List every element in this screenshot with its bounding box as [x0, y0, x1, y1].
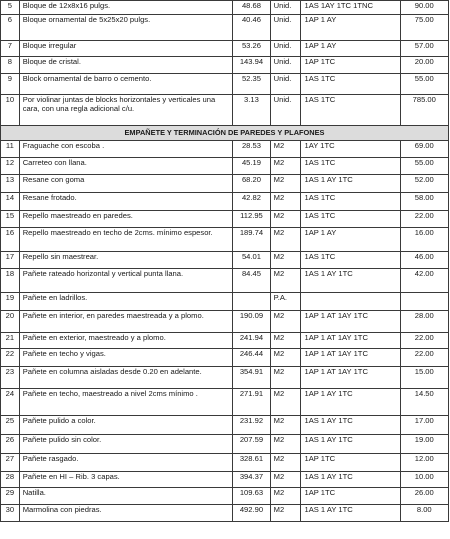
row-mix: 1AS 1TC	[301, 193, 400, 211]
table-row	[1, 252, 449, 269]
table-body-bottom	[1, 141, 449, 522]
row-quantity: 42.82	[233, 193, 270, 211]
row-quantity: 354.91	[233, 367, 270, 389]
table-row	[1, 311, 449, 333]
table-row	[1, 472, 449, 488]
table-row	[1, 211, 449, 228]
table-row	[1, 15, 449, 41]
row-number: 27	[1, 454, 20, 472]
row-unit: M2	[270, 472, 301, 488]
row-unit: M2	[270, 175, 301, 193]
row-quantity: 207.59	[233, 435, 270, 454]
row-description: Bloque ornamental de 5x25x20 pulgs.	[19, 15, 233, 41]
row-price: 10.00	[400, 472, 448, 488]
row-quantity: 271.91	[233, 389, 270, 416]
row-unit: M2	[270, 333, 301, 349]
row-mix: 1AP 1 AT 1AY 1TC	[301, 311, 400, 333]
row-mix: 1AP 1 AY 1TC	[301, 389, 400, 416]
table-row	[1, 95, 449, 126]
row-description: Pañete rateado horizontal y vertical punta llana.	[19, 269, 233, 293]
row-quantity: 492.90	[233, 505, 270, 522]
row-unit: Unid.	[270, 74, 301, 95]
row-unit: M2	[270, 349, 301, 367]
section-header	[1, 126, 449, 141]
row-mix: 1AS 1AY 1TC 1TNC	[301, 1, 400, 15]
row-description: Resane con goma	[19, 175, 233, 193]
table-row	[1, 269, 449, 293]
row-description: Block ornamental de barro o cemento.	[19, 74, 233, 95]
row-price: 58.00	[400, 193, 448, 211]
row-unit: M2	[270, 252, 301, 269]
row-number: 11	[1, 141, 20, 158]
row-number: 15	[1, 211, 20, 228]
row-description: Pañete en HI – Rib. 3 capas.	[19, 472, 233, 488]
row-number: 21	[1, 333, 20, 349]
row-description: Por violinar juntas de blocks horizontales y verticales una cara, con una regla adicional c/u.	[19, 95, 233, 126]
row-mix: 1AP 1 AT 1AY 1TC	[301, 333, 400, 349]
section-title: EMPAÑETE Y TERMINACIÓN DE PAREDES Y PLAFONES	[1, 126, 449, 141]
row-quantity: 3.13	[233, 95, 270, 126]
table-row	[1, 228, 449, 252]
row-number: 22	[1, 349, 20, 367]
row-quantity: 45.19	[233, 158, 270, 175]
row-price	[400, 293, 448, 311]
row-mix: 1AS 1 AY 1TC	[301, 175, 400, 193]
table-row	[1, 57, 449, 74]
row-number: 20	[1, 311, 20, 333]
row-number: 17	[1, 252, 20, 269]
row-unit: M2	[270, 488, 301, 505]
table-row	[1, 389, 449, 416]
row-unit: Unid.	[270, 1, 301, 15]
row-mix: 1AS 1 AY 1TC	[301, 505, 400, 522]
row-description: Bloque irregular	[19, 41, 233, 57]
table-row	[1, 193, 449, 211]
row-number: 5	[1, 1, 20, 15]
row-description: Pañete en techo, maestreado a nivel 2cms mínimo .	[19, 389, 233, 416]
row-number: 18	[1, 269, 20, 293]
row-mix: 1AS 1TC	[301, 252, 400, 269]
row-unit: M2	[270, 158, 301, 175]
row-price: 26.00	[400, 488, 448, 505]
row-price: 22.00	[400, 333, 448, 349]
row-price: 28.00	[400, 311, 448, 333]
row-mix: 1AS 1TC	[301, 211, 400, 228]
row-description: Carreteo con llana.	[19, 158, 233, 175]
row-unit: Unid.	[270, 57, 301, 74]
row-mix: 1AP 1 AY	[301, 15, 400, 41]
row-number: 26	[1, 435, 20, 454]
table-row	[1, 333, 449, 349]
table-row	[1, 1, 449, 15]
table-row	[1, 74, 449, 95]
row-description: Bloque de cristal.	[19, 57, 233, 74]
row-quantity: 190.09	[233, 311, 270, 333]
row-description: Marmolina con piedras.	[19, 505, 233, 522]
row-price: 46.00	[400, 252, 448, 269]
table-row	[1, 488, 449, 505]
row-price: 19.00	[400, 435, 448, 454]
row-mix: 1AS 1 AY 1TC	[301, 472, 400, 488]
row-unit: M2	[270, 367, 301, 389]
row-price: 15.00	[400, 367, 448, 389]
row-price: 20.00	[400, 57, 448, 74]
row-unit: M2	[270, 211, 301, 228]
row-number: 19	[1, 293, 20, 311]
row-mix: 1AS 1 AY 1TC	[301, 416, 400, 435]
row-price: 69.00	[400, 141, 448, 158]
row-unit: Unid.	[270, 95, 301, 126]
row-number: 25	[1, 416, 20, 435]
row-description: Pañete rasgado.	[19, 454, 233, 472]
row-description: Repello maestreado en techo de 2cms. mínimo espesor.	[19, 228, 233, 252]
row-description: Pañete en ladrillos.	[19, 293, 233, 311]
table-row	[1, 435, 449, 454]
row-number: 16	[1, 228, 20, 252]
table-row	[1, 349, 449, 367]
row-price: 52.00	[400, 175, 448, 193]
row-quantity: 84.45	[233, 269, 270, 293]
row-number: 6	[1, 15, 20, 41]
table-row	[1, 454, 449, 472]
row-price: 17.00	[400, 416, 448, 435]
row-description: Pañete en exterior, maestreado y a plomo.	[19, 333, 233, 349]
row-price: 90.00	[400, 1, 448, 15]
row-mix: 1AP 1 AT 1AY 1TC	[301, 349, 400, 367]
row-mix: 1AP 1 AY	[301, 228, 400, 252]
row-number: 9	[1, 74, 20, 95]
row-price: 785.00	[400, 95, 448, 126]
row-mix: 1AS 1TC	[301, 95, 400, 126]
row-number: 10	[1, 95, 20, 126]
row-unit: M2	[270, 228, 301, 252]
row-quantity: 52.35	[233, 74, 270, 95]
row-description: Fraguache con escoba .	[19, 141, 233, 158]
row-unit: M2	[270, 435, 301, 454]
row-price: 55.00	[400, 74, 448, 95]
row-unit: M2	[270, 389, 301, 416]
row-price: 75.00	[400, 15, 448, 41]
row-price: 14.50	[400, 389, 448, 416]
row-mix: 1AS 1TC	[301, 74, 400, 95]
row-unit: M2	[270, 505, 301, 522]
row-unit: M2	[270, 141, 301, 158]
row-number: 30	[1, 505, 20, 522]
row-quantity: 112.95	[233, 211, 270, 228]
table-row	[1, 367, 449, 389]
row-description: Pañete en columna aisladas desde 0.20 en adelante.	[19, 367, 233, 389]
row-mix: 1AP 1TC	[301, 57, 400, 74]
row-mix: 1AS 1 AY 1TC	[301, 269, 400, 293]
row-unit: Unid.	[270, 15, 301, 41]
row-unit: M2	[270, 269, 301, 293]
row-quantity: 28.53	[233, 141, 270, 158]
row-mix: 1AS 1TC	[301, 158, 400, 175]
row-price: 8.00	[400, 505, 448, 522]
row-description: Resane frotado.	[19, 193, 233, 211]
row-quantity	[233, 293, 270, 311]
row-mix	[301, 293, 400, 311]
row-quantity: 68.20	[233, 175, 270, 193]
row-description: Pañete pulido a color.	[19, 416, 233, 435]
row-number: 23	[1, 367, 20, 389]
row-number: 8	[1, 57, 20, 74]
row-quantity: 231.92	[233, 416, 270, 435]
row-mix: 1AP 1TC	[301, 454, 400, 472]
row-mix: 1AP 1 AT 1AY 1TC	[301, 367, 400, 389]
row-price: 16.00	[400, 228, 448, 252]
row-number: 28	[1, 472, 20, 488]
row-number: 14	[1, 193, 20, 211]
row-description: Bloque de 12x8x16 pulgs.	[19, 1, 233, 15]
row-description: Pañete en techo y vigas.	[19, 349, 233, 367]
row-quantity: 54.01	[233, 252, 270, 269]
table-row	[1, 141, 449, 158]
table-row	[1, 505, 449, 522]
row-quantity: 241.94	[233, 333, 270, 349]
row-quantity: 53.26	[233, 41, 270, 57]
row-description: Repello maestreado en paredes.	[19, 211, 233, 228]
row-description: Pañete pulido sin color.	[19, 435, 233, 454]
row-price: 22.00	[400, 349, 448, 367]
row-unit: Unid.	[270, 41, 301, 57]
row-unit: M2	[270, 193, 301, 211]
table-row	[1, 41, 449, 57]
table-row	[1, 416, 449, 435]
row-unit: M2	[270, 454, 301, 472]
row-unit: M2	[270, 416, 301, 435]
table-row	[1, 158, 449, 175]
row-mix: 1AY 1TC	[301, 141, 400, 158]
row-description: Pañete en interior, en paredes maestreada y a plomo.	[19, 311, 233, 333]
row-description: Repello sin maestrear.	[19, 252, 233, 269]
row-mix: 1AS 1 AY 1TC	[301, 435, 400, 454]
row-quantity: 143.94	[233, 57, 270, 74]
row-quantity: 189.74	[233, 228, 270, 252]
table-body-top	[1, 1, 449, 126]
row-number: 7	[1, 41, 20, 57]
row-quantity: 109.63	[233, 488, 270, 505]
row-price: 42.00	[400, 269, 448, 293]
row-unit: P.A.	[270, 293, 301, 311]
table-row	[1, 175, 449, 193]
row-mix: 1AP 1 AY	[301, 41, 400, 57]
row-unit: M2	[270, 311, 301, 333]
row-price: 57.00	[400, 41, 448, 57]
row-number: 29	[1, 488, 20, 505]
row-price: 12.00	[400, 454, 448, 472]
row-quantity: 246.44	[233, 349, 270, 367]
row-mix: 1AP 1TC	[301, 488, 400, 505]
row-number: 12	[1, 158, 20, 175]
row-price: 22.00	[400, 211, 448, 228]
row-quantity: 40.46	[233, 15, 270, 41]
row-quantity: 48.68	[233, 1, 270, 15]
row-quantity: 394.37	[233, 472, 270, 488]
row-price: 55.00	[400, 158, 448, 175]
row-quantity: 328.61	[233, 454, 270, 472]
table-row	[1, 293, 449, 311]
row-number: 13	[1, 175, 20, 193]
row-description: Natilla.	[19, 488, 233, 505]
row-number: 24	[1, 389, 20, 416]
